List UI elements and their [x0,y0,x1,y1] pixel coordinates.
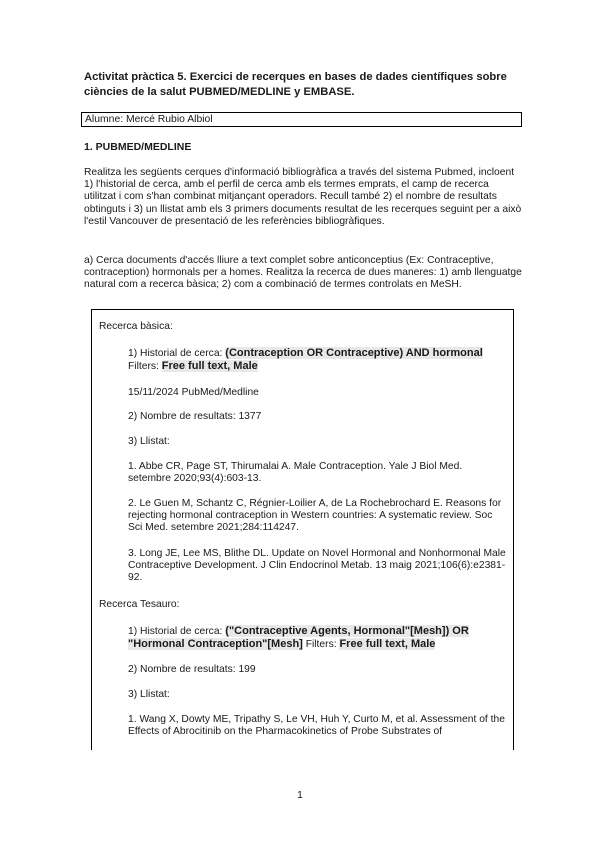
page-title: Activitat pràctica 5. Exercici de recerques en bases de dades científiques sobre ciències de la salut PUBMED/MEDLINE y EMBASE. [84,71,507,98]
page-number: 1 [297,790,303,801]
basic-list-label: 3) Llistat: [128,436,170,447]
basic-reference-1: 1. Abbe CR, Page ST, Thirumalai A. Male Contraception. Yale J Biol Med. setembre 2020;93(4):603-13. [128,461,463,485]
student-name-box: Alumne: Mercé Rubio Albiol [81,112,522,127]
thesaurus-query: ("Contraceptive Agents, Hormonal"[Mesh]) OR "Hormonal Contraception"[Mesh] [128,625,469,651]
basic-search-history [128,347,506,373]
thesaurus-filters: Free full text, Male [339,638,436,651]
task-a-paragraph: a) Cerca documents d'accés lliure a text complet sobre anticonceptius (Ex: Contraceptive, contraception) hormonals per a homes. Realitza la recerca de dues maneres: 1) amb llenguatge natural com a recerca bàsica; 2) com a combinació de termes controlats en MeSH. [84,255,522,291]
thesaurus-reference-1: 1. Wang X, Dowty ME, Tripathy S, Le VH, Huh Y, Curto M, et al. Assessment of the Effects of Abrocitinib on the Pharmacokinetics of Probe Substrates of [128,714,505,738]
basic-results-count: 2) Nombre de resultats: 1377 [128,411,262,422]
basic-filters-prefix: Filters: [128,361,162,373]
thesaurus-search-label: Recerca Tesauro: [99,599,180,610]
thesaurus-filters-prefix: Filters: [302,639,340,651]
basic-filters: Free full text, Male [161,360,258,373]
basic-history-prefix: 1) Historial de cerca: [128,348,226,359]
thesaurus-history-prefix: 1) Historial de cerca: [128,626,226,637]
basic-search-label: Recerca bàsica: [99,321,173,332]
answer-box [91,309,514,750]
basic-reference-2: 2. Le Guen M, Schantz C, Régnier-Loilier A, de La Rochebrochard E. Reasons for rejecting hormonal contraception in Western countries: A systematic review. Soc Sci Med. setembre 2021;284:114247. [128,498,502,534]
thesaurus-list-label: 3) Llistat: [128,689,170,700]
section-title-pubmed: 1. PUBMED/MEDLINE [84,141,192,153]
thesaurus-results-count: 2) Nombre de resultats: 199 [128,664,256,675]
thesaurus-search-history [128,625,506,651]
basic-search-date: 15/11/2024 PubMed/Medline [128,387,259,398]
basic-reference-3: 3. Long JE, Lee MS, Blithe DL. Update on Novel Hormonal and Nonhormonal Male Contraceptive Development. J Clin Endocrinol Metab. 13 maig 2021;106(6):e2381-92. [128,548,506,584]
basic-query: (Contraception OR Contraceptive) AND hormonal [225,347,483,359]
intro-paragraph: Realitza les següents cerques d'informació bibliogràfica a través del sistema Pubmed, incloent 1) l'historial de cerca, amb el perfil de cerca amb els termes emprats, el camp de recerca utilitzat i com s'han combinat mitjançant operadors. Recull també 2) el nombre de resultats obtinguts i 3) un llistat amb els 3 primers documents resultat de les recerques seguint per a això l'estil Vancouver de presentació de les referències bibliogràfiques. [84,167,522,227]
